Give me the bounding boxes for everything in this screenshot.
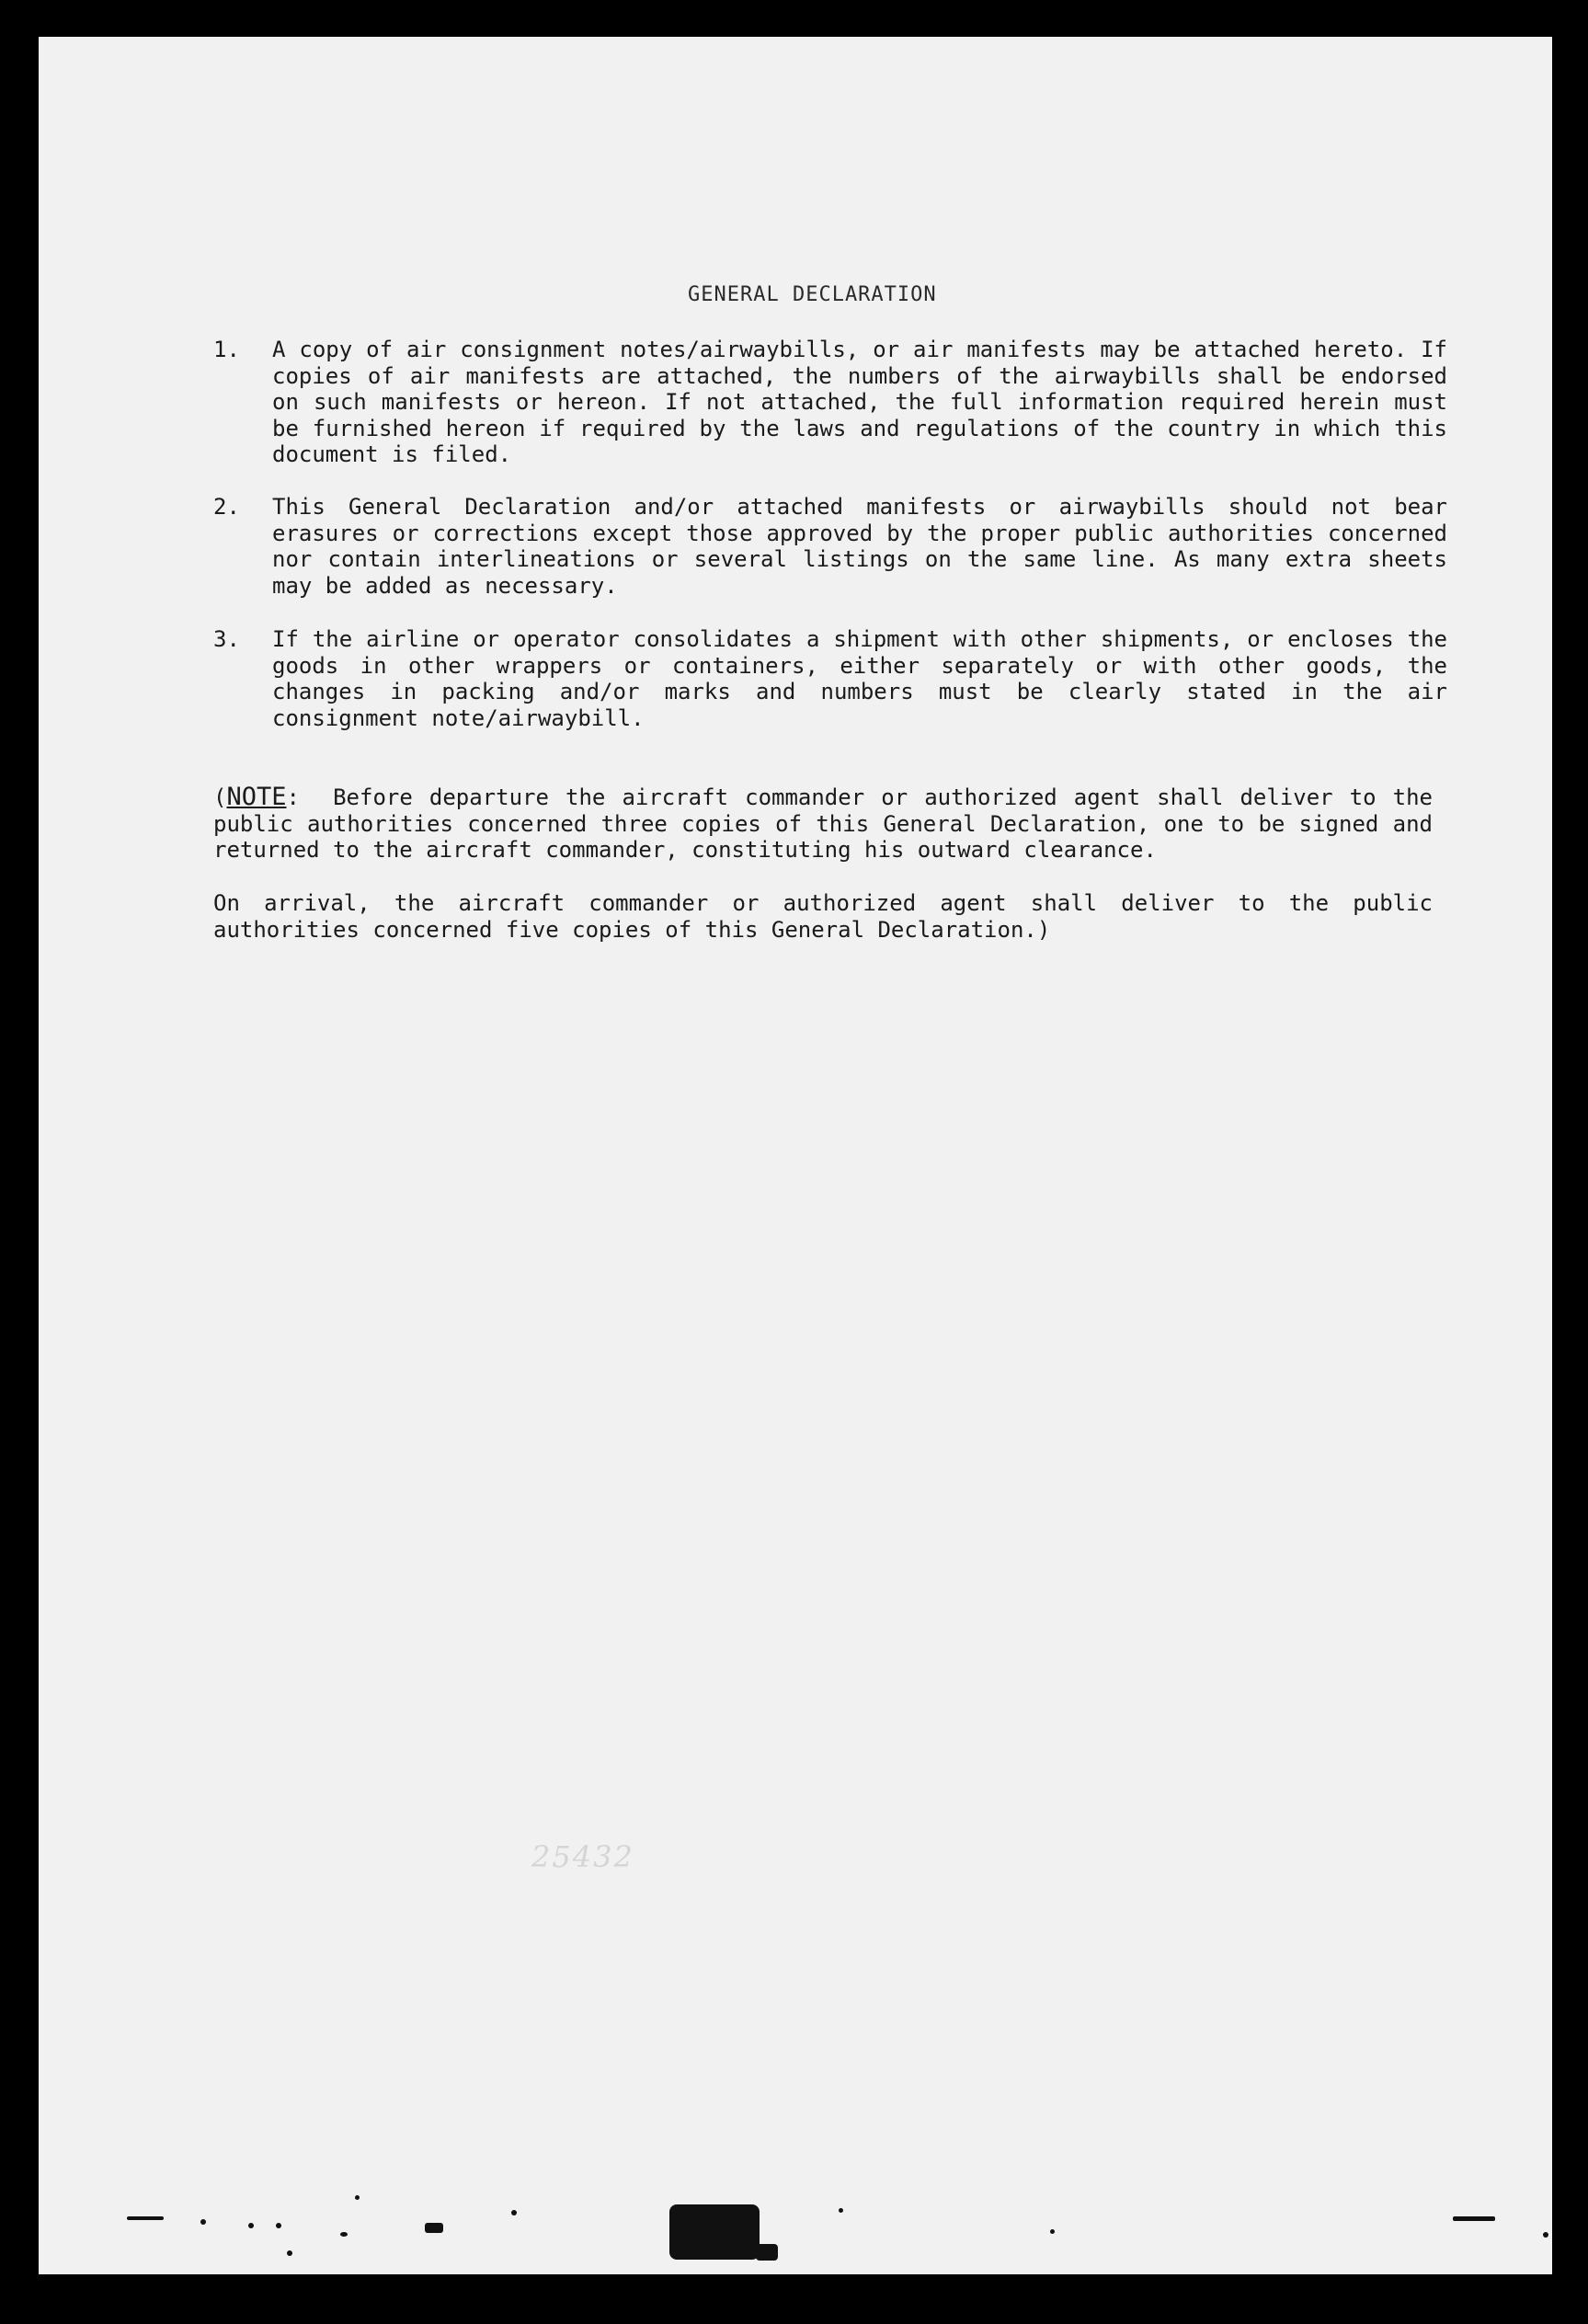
item-number: 3. xyxy=(213,626,240,652)
declaration-item xyxy=(213,337,1445,470)
scan-speck xyxy=(756,2244,778,2261)
scan-speck xyxy=(355,2195,360,2200)
item-number: 1. xyxy=(213,337,240,362)
note-open-paren: ( xyxy=(213,784,227,810)
declaration-item xyxy=(213,494,1445,602)
scan-speck xyxy=(248,2223,254,2228)
scan-speck xyxy=(276,2223,281,2228)
note-arrival-text: On arrival, the aircraft commander or authorized agent shall deliver to the public authorities concerned five copies of this General Declaration.) xyxy=(213,890,1433,943)
item-number: 2. xyxy=(213,494,240,520)
scan-speck xyxy=(839,2208,843,2213)
scan-speck xyxy=(127,2216,164,2220)
item-text: This General Declaration and/or attached manifests or airwaybills should not bear erasures or corrections except those approved by the proper public authorities concerned nor contain interlineations or several listings on the same line. As many extra sheets may be added as necessary. xyxy=(272,494,1447,599)
scan-speck xyxy=(287,2250,292,2256)
declaration-item xyxy=(213,626,1445,735)
scan-speck xyxy=(1543,2232,1548,2238)
note-departure-paragraph xyxy=(213,784,1433,864)
note-label: NOTE xyxy=(226,783,287,811)
item-text: A copy of air consignment notes/airwaybills, or air manifests may be attached hereto. If copies of air manifests are attached, the numbers of the airwaybills shall be endorsed on such manifests or hereon. If not attached, the full information required herein must be furnished hereon if required by the laws and regulations of the country in which this document is filed. xyxy=(272,337,1447,467)
item-text: If the airline or operator consolidates a shipment with other shipments, or encloses the goods in other wrappers or containers, either separately or with other goods, the changes in packing and/or marks and numbers must be clearly stated in the air consignment note/airwaybill. xyxy=(272,626,1447,731)
scan-speck xyxy=(200,2219,206,2225)
scan-speck xyxy=(1050,2229,1055,2234)
scan-speck xyxy=(669,2204,760,2260)
scan-speck xyxy=(425,2223,443,2233)
note-colon: : xyxy=(286,784,300,810)
scan-speck xyxy=(511,2210,517,2215)
pencil-mark: 25432 xyxy=(531,1839,634,1874)
note-departure-text: Before departure the aircraft commander or authorized agent shall deliver to the public authorities concerned three copies of this General Declaration, one to be signed and returned to the aircraft commander, constituting his outward clearance. xyxy=(213,784,1434,863)
scan-speck xyxy=(1453,2216,1495,2221)
scan-speck xyxy=(340,2232,348,2237)
note-arrival-paragraph xyxy=(213,890,1433,943)
document-title: GENERAL DECLARATION xyxy=(688,283,937,306)
document-page xyxy=(39,37,1552,2274)
